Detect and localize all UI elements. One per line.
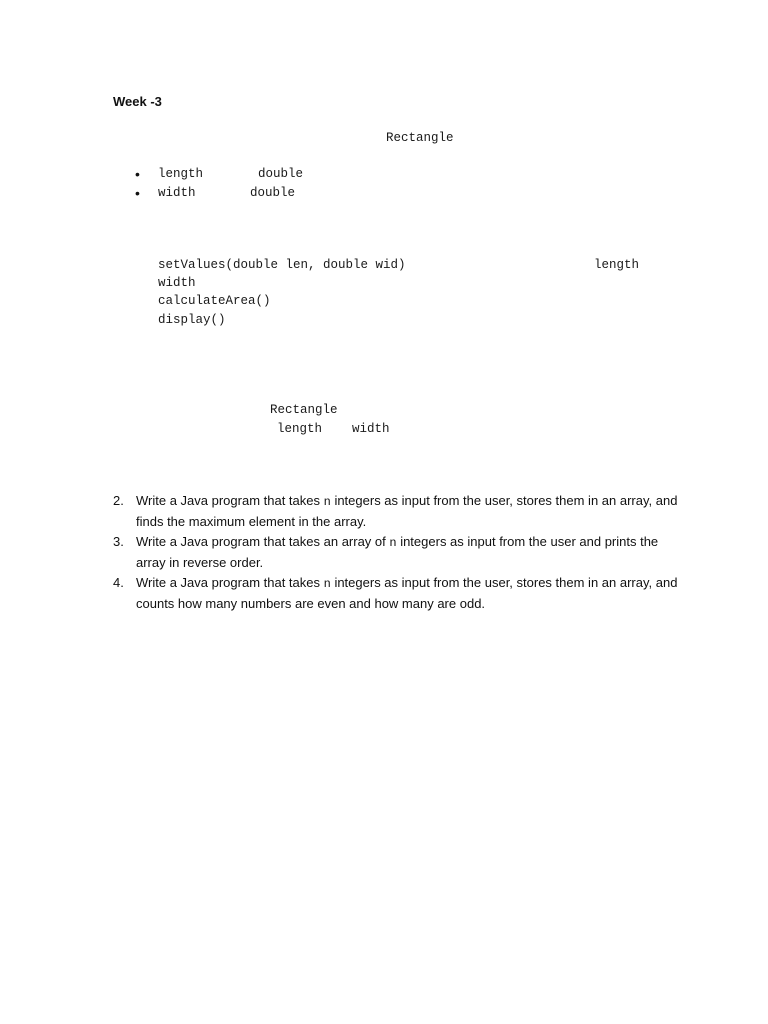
list-item-number: 2. [113,493,124,508]
list-item-number: 4. [113,575,124,590]
inline-code: n [323,495,331,509]
method-display: display() [158,313,226,327]
attribute-type: double [258,167,304,181]
inline-code: n [389,536,397,550]
list-item-text: Write a Java program that takes an array of [136,534,390,549]
list-item [113,491,683,532]
page-heading: Week -3 [113,94,162,109]
inline-code: n [323,577,331,591]
list-item-text: Write a Java program that takes [136,493,324,508]
list-item-text: integers as input from the user, stores them in an array, and counts how many numbers are even and how many are odd. [136,575,678,611]
method-note: length [594,258,640,272]
object-attribute: width [352,422,390,436]
list-item-text: Write a Java program that takes [136,575,324,590]
object-class-name: Rectangle [270,403,338,417]
attribute-name: length [158,167,204,181]
list-item [113,573,683,614]
object-attribute: length [277,422,323,436]
method-calculate-area: calculateArea() [158,294,271,308]
attribute-type: double [250,186,296,200]
task-list [113,491,683,614]
bullet-icon: • [135,185,140,201]
list-item-text: integers as input from the user, stores them in an array, and finds the maximum element in the array. [136,493,678,529]
bullet-icon: • [135,166,140,182]
class-title: Rectangle [386,131,454,145]
list-item-number: 3. [113,534,124,549]
attribute-name: width [158,186,196,200]
method-note: width [158,276,196,290]
method-set-values: setValues(double len, double wid) [158,258,406,272]
list-item-text: integers as input from the user and prints the array in reverse order. [136,534,659,570]
list-item [113,532,683,573]
